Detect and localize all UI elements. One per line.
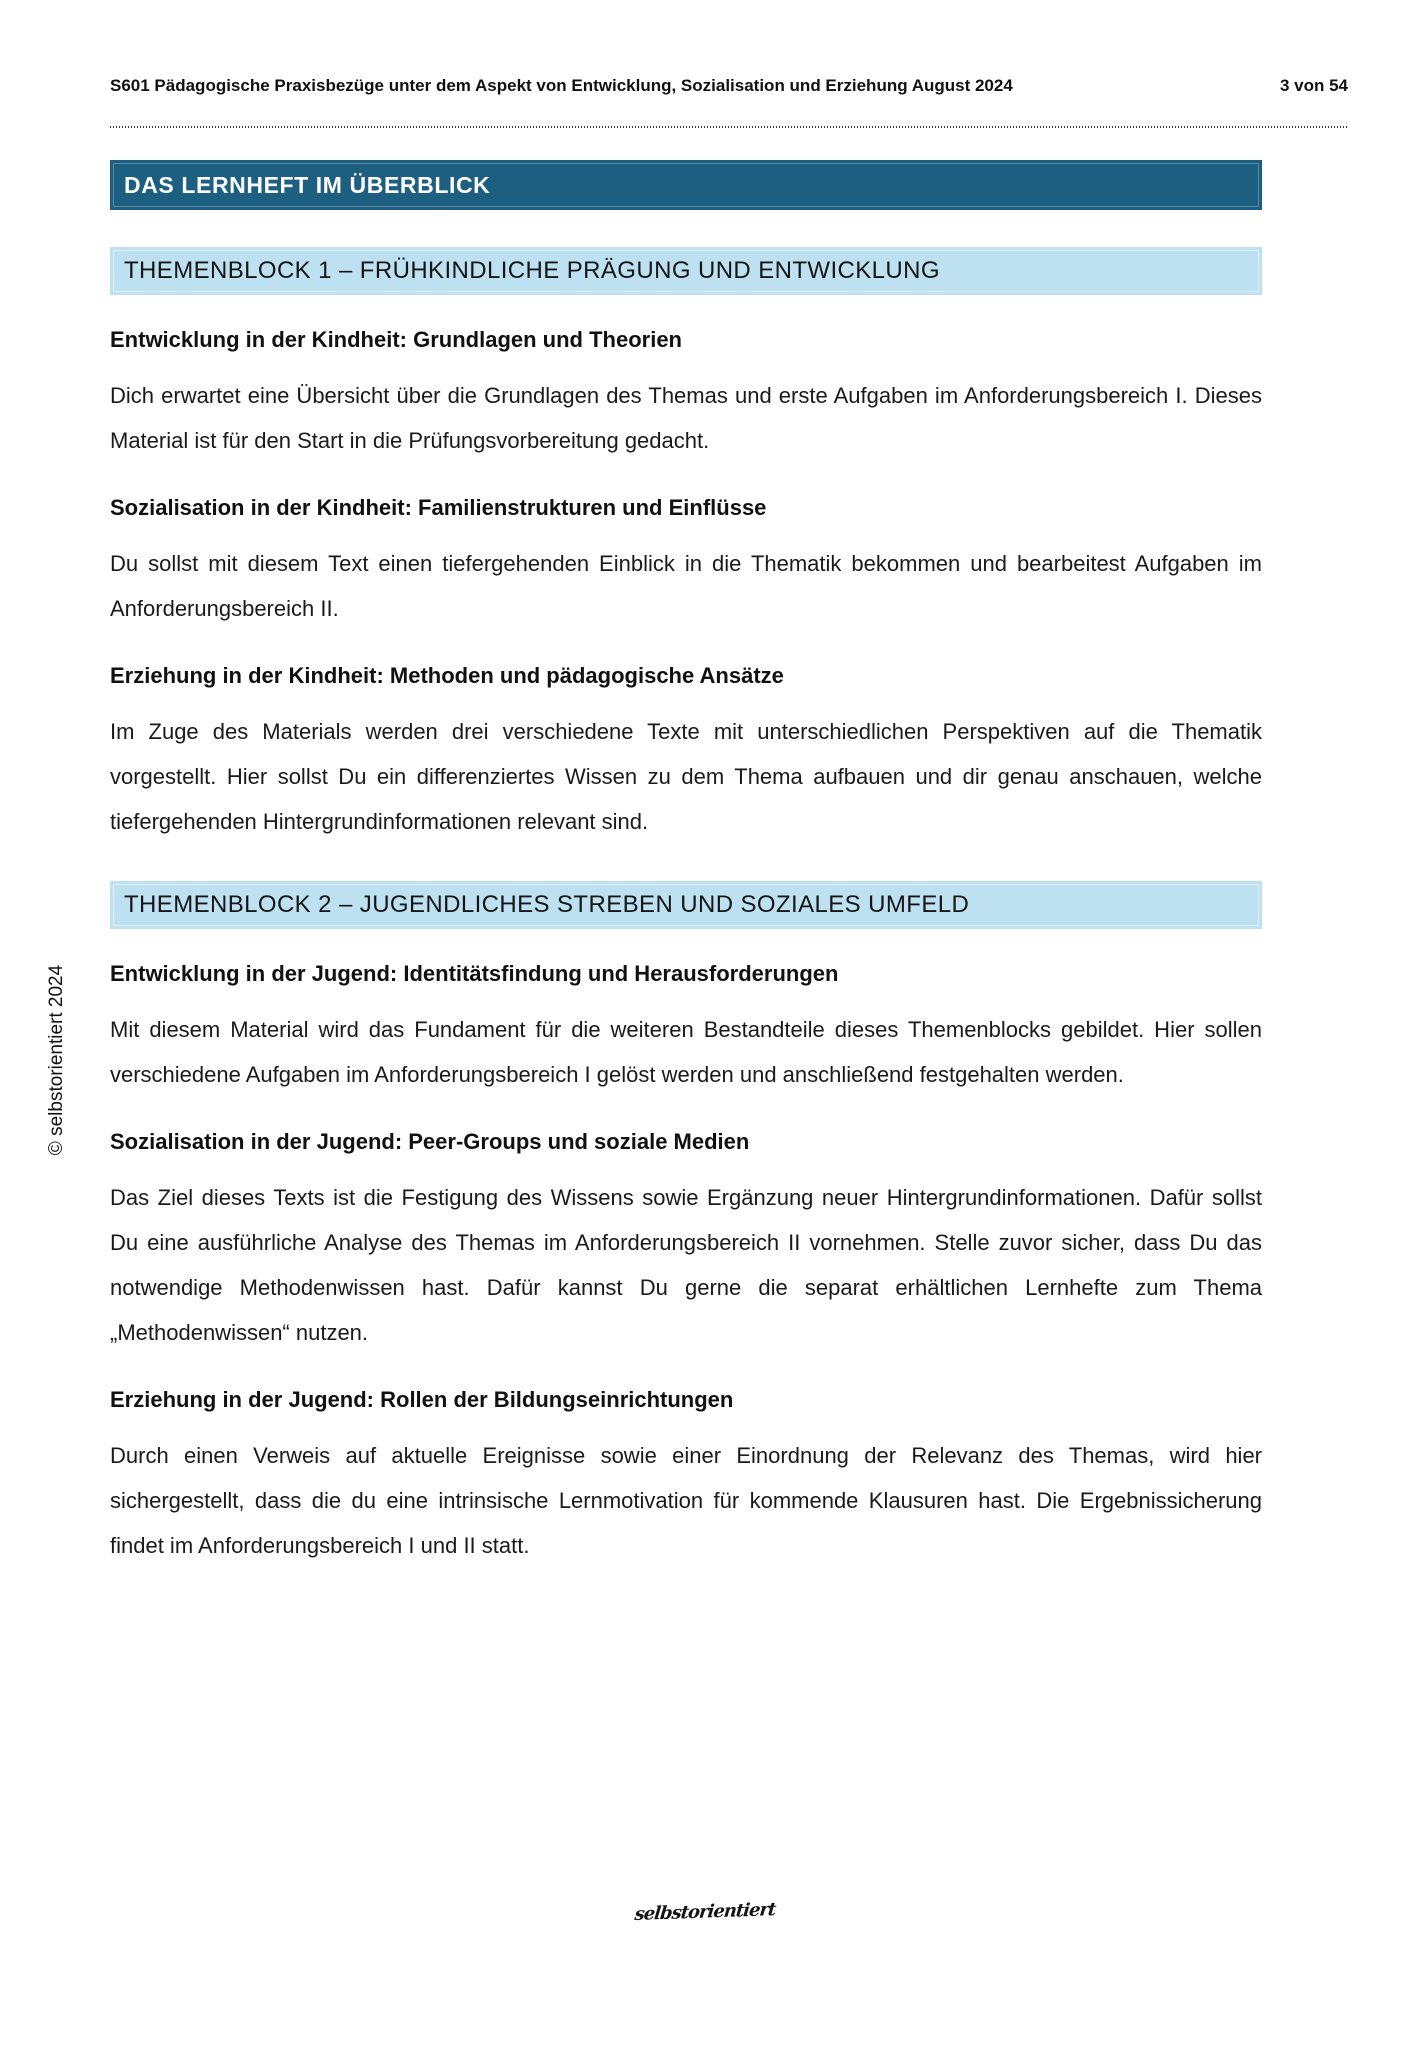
header-divider — [110, 126, 1348, 128]
page-header — [110, 76, 1348, 96]
topic-heading: Entwicklung in der Jugend: Identitätsfindung und Herausforderungen — [110, 961, 839, 986]
topic-heading: Sozialisation in der Kindheit: Familienstrukturen und Einflüsse — [110, 495, 767, 520]
topic-paragraph: Mit diesem Material wird das Fundament für die weiteren Bestandteile dieses Themenblocks gebildet. Hier sollen verschiedene Aufgaben im Anforderungsbereich I gelöst werden und anschließend festgehalten werden. — [110, 1017, 1262, 1087]
topic-paragraph: Das Ziel dieses Texts ist die Festigung des Wissens sowie Ergänzung neuer Hintergrundinformationen. Dafür sollst Du eine ausführliche Analyse des Themas im Anforderungsbereich II vornehmen. Stelle zuvor sicher, dass Du das notwendige Methodenwissen hast. Dafür kannst Du gerne die separat erhältlichen Lernhefte zum Thema „Methodenwissen“ nutzen. — [110, 1185, 1262, 1345]
topic-heading: Erziehung in der Kindheit: Methoden und pädagogische Ansätze — [110, 663, 784, 688]
section-bar-label: THEMENBLOCK 1 – FRÜHKINDLICHE PRÄGUNG UND ENTWICKLUNG — [124, 257, 940, 284]
brand-logo: selbstorientiert — [633, 1898, 777, 1926]
overview-banner-label: DAS LERNHEFT IM ÜBERBLICK — [124, 171, 491, 198]
topic-heading: Sozialisation in der Jugend: Peer-Groups und soziale Medien — [110, 1129, 750, 1154]
page-number: 3 von 54 — [1279, 76, 1348, 95]
copyright-sidenote: © selbstorientiert 2024 — [46, 964, 67, 1156]
section-bar-themenblock-2 — [110, 881, 1262, 929]
topic-heading: Erziehung in der Jugend: Rollen der Bildungseinrichtungen — [110, 1387, 734, 1412]
section-bar-themenblock-1 — [110, 247, 1262, 295]
topic-paragraph: Dich erwartet eine Übersicht über die Grundlagen des Themas und erste Aufgaben im Anforderungsbereich I. Dieses Material ist für den Start in die Prüfungsvorbereitung gedacht. — [110, 383, 1262, 453]
content-column — [110, 160, 1262, 1568]
topic-heading: Entwicklung in der Kindheit: Grundlagen und Theorien — [110, 327, 682, 352]
topic-paragraph: Im Zuge des Materials werden drei verschiedene Texte mit unterschiedlichen Perspektiven auf die Thematik vorgestellt. Hier sollst Du ein differenziertes Wissen zu dem Thema aufbauen und dir genau anschauen, welche tiefergehenden Hintergrundinformationen relevant sind. — [110, 719, 1262, 834]
topic-paragraph: Durch einen Verweis auf aktuelle Ereignisse sowie einer Einordnung der Relevanz des Themas, wird hier sichergestellt, dass die du eine intrinsische Lernmotivation für kommende Klausuren hast. Die Ergebnissicherung findet im Anforderungsbereich I und II statt. — [110, 1443, 1262, 1558]
topic-paragraph: Du sollst mit diesem Text einen tiefergehenden Einblick in die Thematik bekommen und bearbeitest Aufgaben im Anforderungsbereich II. — [110, 551, 1262, 621]
overview-banner — [110, 160, 1262, 210]
header-title: S601 Pädagogische Praxisbezüge unter dem Aspekt von Entwicklung, Sozialisation und Erziehung August 2024 — [110, 76, 1013, 95]
section-bar-label: THEMENBLOCK 2 – JUGENDLICHES STREBEN UND SOZIALES UMFELD — [124, 891, 970, 918]
